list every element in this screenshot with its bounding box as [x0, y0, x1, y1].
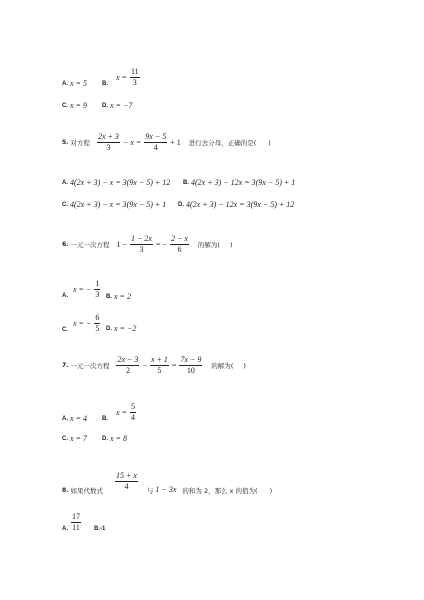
answer-bracket-close: ) [243, 361, 246, 370]
fraction: $\frac{2 - x}{6}$ [170, 234, 188, 254]
option-label: A. [62, 415, 68, 422]
question-number: 7. [62, 362, 69, 369]
option-text: x = 7 [70, 434, 87, 443]
option-label: D. [178, 201, 184, 208]
option-label: A. [62, 526, 68, 532]
answer-bracket-close: ) [268, 138, 271, 147]
q5-option-c[interactable] [62, 200, 166, 209]
option-text: x = − [73, 319, 92, 328]
question-connector: 与 [146, 487, 154, 495]
fraction: $\frac{2x + 3}{3}$ [97, 132, 119, 152]
q7-stem [62, 356, 246, 375]
fraction: $\frac{5}{4}$ [130, 401, 135, 422]
q7-option-d[interactable] [102, 434, 127, 443]
option-label: D. [102, 102, 108, 109]
q4-option-c[interactable] [62, 101, 87, 110]
option-text: x = 4 [70, 414, 87, 423]
question-tail: 进行去分母，正确的是( [188, 139, 257, 147]
q8-option-a[interactable] [62, 512, 82, 532]
fraction: $\frac{17}{11}$ [72, 511, 80, 532]
fraction: $\frac{2x - 3}{2}$ [117, 355, 139, 375]
option-label: B. [102, 416, 108, 422]
q4-option-b[interactable] [102, 67, 141, 87]
fraction: $\frac{x + 1}{5}$ [150, 355, 168, 375]
option-label: A. [62, 179, 68, 186]
question-tail: 的和为 2，那么 x 的值为( [182, 487, 258, 495]
question-lead: 对方程 [70, 139, 90, 147]
q4-option-a[interactable] [62, 79, 87, 88]
question-number: 6. [62, 241, 69, 248]
math-text: = [171, 361, 177, 370]
q6-option-d[interactable] [106, 324, 136, 333]
option-text: x = − [73, 285, 92, 294]
option-text: 4(2x + 3) − x = 3(9x − 5) + 1 [70, 200, 167, 209]
q6-option-a[interactable] [62, 280, 101, 299]
math-text: + 1 [170, 138, 181, 147]
q5-option-d[interactable] [178, 200, 294, 209]
question-lead: 一元一次方程 [70, 241, 110, 249]
option-text: x = [116, 72, 127, 82]
q6-option-c[interactable] [62, 314, 101, 333]
option-text: x = 5 [70, 79, 87, 88]
question-lead: 如果代数式 [70, 487, 103, 495]
option-text: x = −2 [114, 324, 137, 333]
option-text: x = 8 [110, 434, 127, 443]
option-label: A. [62, 80, 68, 87]
fraction: $\frac{1 - 2x}{3}$ [130, 234, 152, 254]
option-label: B. [102, 81, 108, 87]
q8-option-b[interactable] [94, 526, 105, 532]
q7-option-a[interactable] [62, 414, 87, 423]
option-label: A. [62, 292, 68, 299]
option-label: B. [106, 293, 112, 300]
option-label: C. [62, 102, 68, 109]
option-text: 4(2x + 3) − 12x = 3(9x − 5) + 12 [186, 200, 295, 209]
q8-stem [62, 468, 272, 495]
fraction: $\frac{15 + x}{4}$ [115, 471, 137, 491]
answer-bracket-close: ) [269, 486, 273, 495]
option-text: x = −7 [110, 101, 133, 110]
math-text: = − [155, 240, 167, 249]
math-text: 1 − [116, 240, 127, 249]
option-text: 4(2x + 3) − 12x = 3(9x − 5) + 1 [191, 178, 296, 187]
math-text: − [142, 361, 147, 370]
math-text: 1 − 3x [155, 485, 177, 494]
option-label: C. [62, 201, 68, 208]
q6-stem [62, 235, 233, 254]
option-label: D. [106, 325, 112, 332]
q5-option-b[interactable] [183, 178, 295, 187]
fraction: $\frac{7x - 9}{10}$ [180, 355, 202, 375]
question-number: 8. [62, 487, 69, 494]
answer-bracket-close: ) [229, 240, 233, 249]
option-label: B. [183, 179, 189, 186]
option-label: C. [62, 326, 68, 333]
option-text: B.-1 [94, 526, 106, 532]
fraction: $\frac{9x - 5}{4}$ [145, 132, 167, 152]
fraction: $\frac{6}{5}$ [95, 313, 100, 333]
math-text: − x = [122, 138, 142, 147]
option-text: x = [116, 407, 127, 417]
question-tail: 的解为( [197, 241, 220, 249]
q7-option-c[interactable] [62, 434, 87, 443]
q5-option-a[interactable] [62, 178, 170, 187]
option-label: D. [102, 435, 108, 442]
question-lead: 一元一次方程 [70, 362, 110, 370]
q4-option-d[interactable] [102, 101, 132, 110]
option-label: C. [62, 435, 68, 442]
option-text: x = 9 [70, 101, 87, 110]
q6-option-b[interactable] [106, 292, 131, 301]
q5-stem [62, 133, 271, 152]
fraction: $\frac{11}{3}$ [130, 66, 139, 87]
q7-option-b[interactable] [102, 402, 137, 422]
option-text: 4(2x + 3) − x = 3(9x − 5) + 12 [70, 178, 171, 187]
option-text: x = 2 [114, 292, 131, 301]
fraction: $\frac{1}{3}$ [95, 279, 100, 299]
question-number: 5. [62, 139, 69, 146]
question-tail: 的解为( [211, 362, 234, 370]
